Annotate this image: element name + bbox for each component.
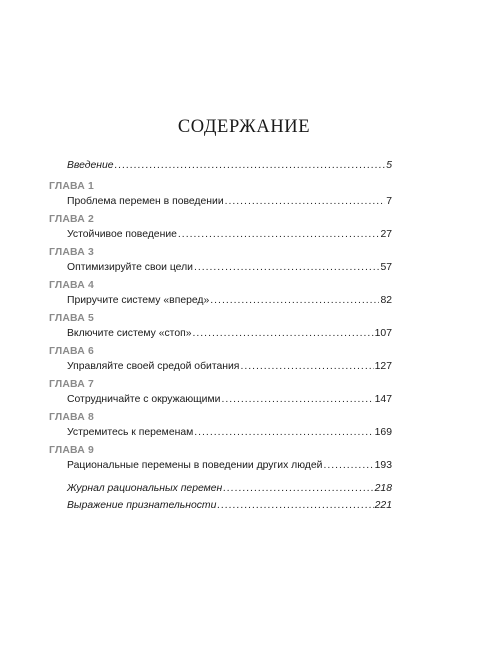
toc-chapter-4 <box>49 278 392 308</box>
table-of-contents <box>49 158 392 513</box>
toc-chapter-5 <box>49 311 392 341</box>
toc-entry-page: 7 <box>386 196 392 207</box>
dot-leader <box>217 498 373 513</box>
toc-entry[interactable] <box>67 458 392 473</box>
toc-entry-page: 107 <box>374 328 392 339</box>
dot-leader <box>221 392 373 407</box>
dot-leader <box>240 359 373 374</box>
toc-chapter-2 <box>49 212 392 242</box>
dot-leader <box>193 326 374 341</box>
toc-entry-label: Управляйте своей средой обитания <box>67 361 240 372</box>
toc-entry-page: 27 <box>380 229 392 240</box>
dot-leader <box>210 293 379 308</box>
toc-entry[interactable] <box>67 260 392 275</box>
chapter-heading: ГЛАВА 9 <box>49 445 94 456</box>
toc-entry[interactable] <box>67 194 392 209</box>
toc-entry-page: 57 <box>380 262 392 273</box>
toc-entry-label: Проблема перемен в поведении <box>67 196 224 207</box>
toc-entry-label: Введение <box>67 160 114 171</box>
toc-entry-label: Устойчивое поведение <box>67 229 177 240</box>
dot-leader <box>194 425 373 440</box>
toc-entry-page: 221 <box>374 500 392 511</box>
dot-leader <box>323 458 373 473</box>
toc-entry-label: Включите систему «стоп» <box>67 328 192 339</box>
toc-entry-label: Оптимизируйте свои цели <box>67 262 193 273</box>
toc-entry-page: 147 <box>374 394 392 405</box>
toc-entry[interactable] <box>67 326 392 341</box>
toc-entry[interactable] <box>67 227 392 242</box>
toc-chapter-3 <box>49 245 392 275</box>
toc-chapter-1 <box>49 179 392 209</box>
toc-entry-acknowledgements[interactable] <box>67 498 392 513</box>
toc-entry-page: 82 <box>380 295 392 306</box>
toc-entry[interactable] <box>67 425 392 440</box>
toc-entry[interactable] <box>67 293 392 308</box>
toc-entry-label: Устремитесь к переменам <box>67 427 194 438</box>
dot-leader <box>194 260 379 275</box>
dot-leader <box>178 227 380 242</box>
toc-entry-label: Выражение признательности <box>67 500 217 511</box>
toc-entry-page: 218 <box>374 483 392 494</box>
toc-entry-page: 127 <box>374 361 392 372</box>
toc-entry-label: Журнал рациональных перемен <box>67 483 223 494</box>
chapter-heading: ГЛАВА 6 <box>49 346 94 357</box>
toc-entry-label: Сотрудничайте с окружающими <box>67 394 221 405</box>
toc-entry-label: Рациональные перемены в поведении других людей <box>67 460 323 471</box>
toc-entry-page: 5 <box>386 160 392 171</box>
toc-chapter-8 <box>49 410 392 440</box>
toc-entry-label: Приручите систему «вперед» <box>67 295 210 306</box>
chapter-heading: ГЛАВА 3 <box>49 247 94 258</box>
dot-leader <box>225 194 386 209</box>
chapter-heading: ГЛАВА 2 <box>49 214 94 225</box>
dot-leader <box>115 158 386 173</box>
toc-chapter-7 <box>49 377 392 407</box>
toc-chapter-6 <box>49 344 392 374</box>
toc-entry-page: 193 <box>374 460 392 471</box>
page-title: СОДЕРЖАНИЕ <box>177 117 311 137</box>
toc-chapter-9 <box>49 443 392 473</box>
toc-entry-intro[interactable] <box>67 158 392 173</box>
toc-entry[interactable] <box>67 392 392 407</box>
toc-entry[interactable] <box>67 359 392 374</box>
chapter-heading: ГЛАВА 4 <box>49 280 94 291</box>
dot-leader <box>223 481 373 496</box>
chapter-heading: ГЛАВА 1 <box>49 181 94 192</box>
chapter-heading: ГЛАВА 7 <box>49 379 94 390</box>
chapter-heading: ГЛАВА 5 <box>49 313 94 324</box>
toc-entry-page: 169 <box>374 427 392 438</box>
toc-entry-journal[interactable] <box>67 481 392 496</box>
chapter-heading: ГЛАВА 8 <box>49 412 94 423</box>
